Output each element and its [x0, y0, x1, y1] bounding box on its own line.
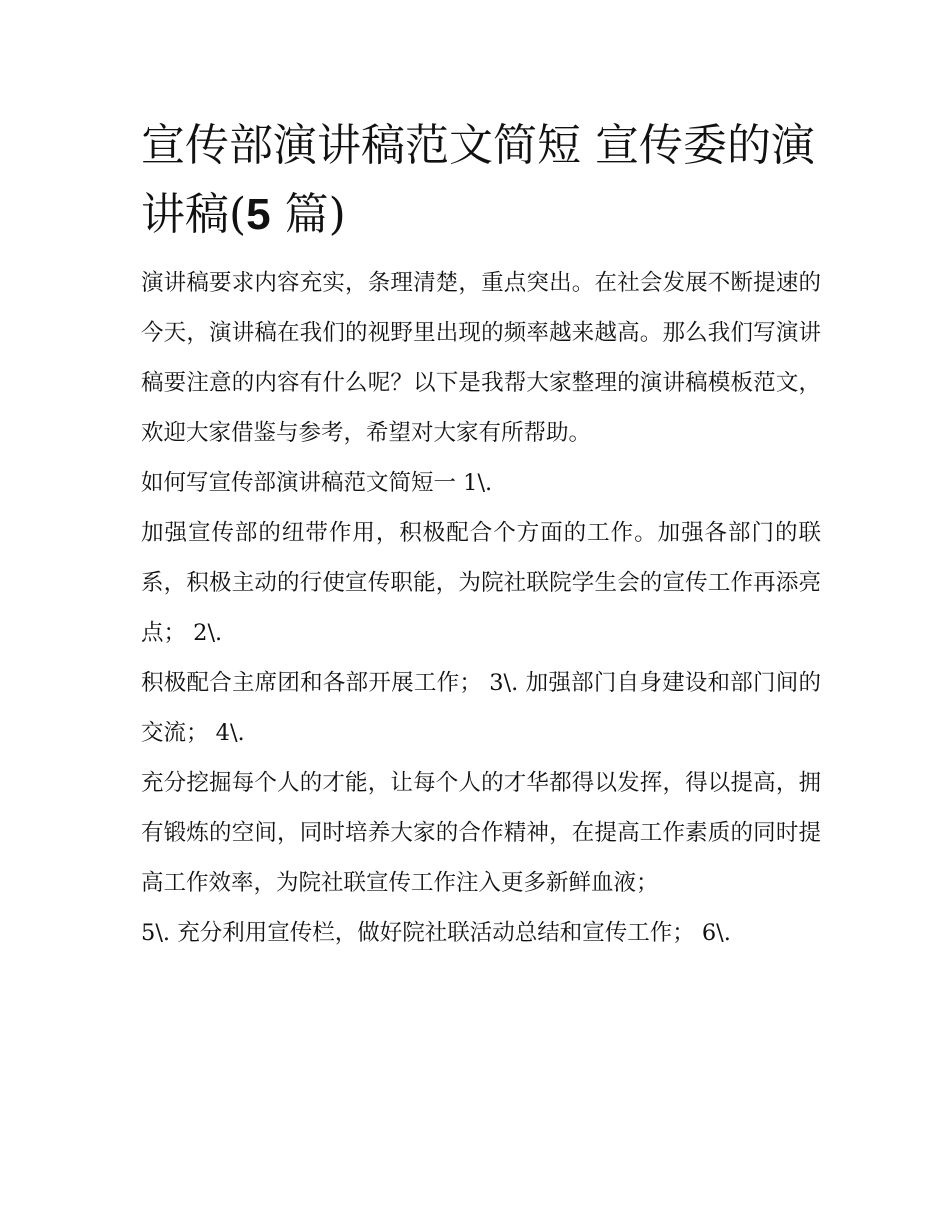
paragraph-item-1: 加强宣传部的纽带作用，积极配合个方面的工作。加强各部门的联系，积极主动的行使宣传职能，为院社联院学生会的宣传工作再添亮点； 2\. [141, 520, 821, 647]
paragraph-item-2-3: 积极配合主席团和各部开展工作； 3\. 加强部门自身建设和部门间的交流； 4\. [141, 670, 821, 747]
paragraph-heading-one: 如何写宣传部演讲稿范文简短一 1\. [141, 470, 493, 497]
paragraph-intro: 演讲稿要求内容充实，条理清楚，重点突出。在社会发展不断提速的今天，演讲稿在我们的视野里出现的频率越来越高。那么我们写演讲稿要注意的内容有什么呢？以下是我帮大家整理的演讲稿模板范文，欢迎大家借鉴与参考，希望对大家有所帮助。 [141, 270, 821, 447]
paragraph-item-4: 充分挖掘每个人的才能，让每个人的才华都得以发挥，得以提高，拥有锻炼的空间，同时培养大家的合作精神，在提高工作素质的同时提高工作效率，为院社联宣传工作注入更多新鲜血液； [141, 770, 821, 897]
title-number: 5 [246, 189, 271, 239]
document-body [141, 112, 821, 958]
document-title [141, 112, 821, 249]
title-text: 宣传部演讲稿范文简短 宣传委的演讲稿( [141, 120, 815, 240]
title-suffix: 篇) [270, 188, 346, 240]
paragraph-item-5: 5\. 充分利用宣传栏，做好院社联活动总结和宣传工作； 6\. [141, 920, 731, 947]
